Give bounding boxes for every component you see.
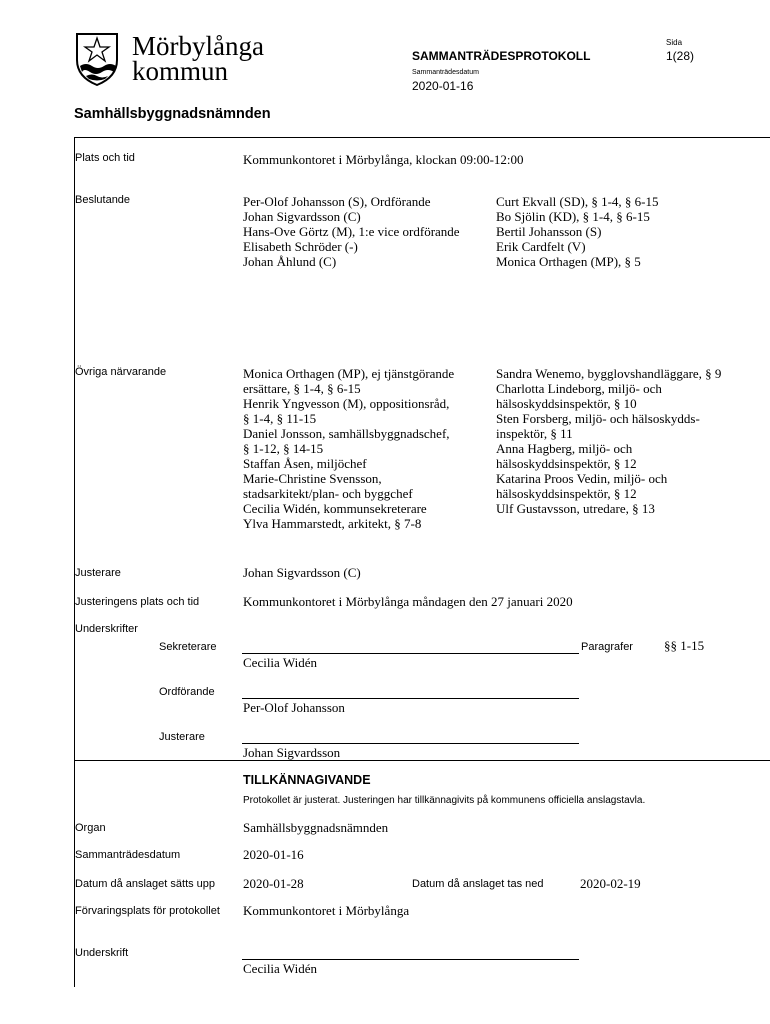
list-item: Katarina Proos Vedin, miljö- och <box>496 471 668 486</box>
page-number: 1(28) <box>666 49 695 63</box>
adjuster-signature-line <box>242 743 579 744</box>
secretary-label: Sekreterare <box>159 641 217 653</box>
meeting-date-label: Sammanträdesdatum <box>412 69 479 76</box>
place-time-label: Plats och tid <box>75 152 135 164</box>
list-item: Per-Olof Johansson (S), Ordförande <box>243 194 431 209</box>
list-item: Monica Orthagen (MP), § 5 <box>496 254 641 269</box>
others-present-right <box>496 366 721 516</box>
signature-label: Underskrift <box>75 947 129 959</box>
secretary-name: Cecilia Widén <box>243 655 317 670</box>
secretary-signature-line <box>242 653 579 654</box>
notice-title: TILLKÄNNAGIVANDE <box>243 773 371 787</box>
notice-signature-line <box>242 959 579 960</box>
posted-date-value: 2020-01-28 <box>243 876 304 891</box>
notice-text: Protokollet är justerat. Justeringen har tillkännagivits på kommunens officiella anslagstavla. <box>243 795 646 806</box>
list-item: stadsarkitekt/plan- och byggchef <box>243 486 413 501</box>
list-item: ersättare, § 1-4, § 6-15 <box>243 381 361 396</box>
list-item: Bo Sjölin (KD), § 1-4, § 6-15 <box>496 209 650 224</box>
list-item: Hans-Ove Görtz (M), 1:e vice ordförande <box>243 224 460 239</box>
list-item: Sten Forsberg, miljö- och hälsoskydds- <box>496 411 700 426</box>
list-item: Ylva Hammarstedt, arkitekt, § 7-8 <box>243 516 422 531</box>
list-item: hälsoskyddsinspektör, § 12 <box>496 486 637 501</box>
removed-date-label: Datum då anslaget tas ned <box>412 878 544 890</box>
list-item: Daniel Jonsson, samhällsbyggnadschef, <box>243 426 450 441</box>
meeting-date-row-label: Sammanträdesdatum <box>75 849 181 861</box>
posted-date-label: Datum då anslaget sätts upp <box>75 878 216 890</box>
section-divider <box>74 760 770 761</box>
signatures-label: Underskrifter <box>75 623 138 635</box>
decision-makers-left <box>243 194 460 269</box>
removed-date-value: 2020-02-19 <box>580 876 641 891</box>
list-item: inspektör, § 11 <box>496 426 573 441</box>
meeting-date-row-value: 2020-01-16 <box>243 847 304 862</box>
list-item: Ulf Gustavsson, utredare, § 13 <box>496 501 655 516</box>
document-type: SAMMANTRÄDESPROTOKOLL <box>412 49 591 63</box>
notice-signer-name: Cecilia Widén <box>243 961 317 976</box>
paragraphs-label: Paragrafer <box>581 641 633 653</box>
decision-makers-right <box>496 194 658 269</box>
list-item: § 1-12, § 14-15 <box>243 441 324 456</box>
storage-place-value: Kommunkontoret i Mörbylånga <box>243 903 410 918</box>
paragraphs-value: §§ 1-15 <box>664 638 705 653</box>
chairman-label: Ordförande <box>159 686 215 698</box>
municipality-logo <box>74 30 274 86</box>
list-item: Johan Sigvardsson (C) <box>243 209 361 224</box>
list-item: hälsoskyddsinspektör, § 10 <box>496 396 637 411</box>
adjuster-value: Johan Sigvardsson (C) <box>243 565 361 580</box>
adjuster-label: Justerare <box>75 567 121 579</box>
list-item: § 1-4, § 11-15 <box>243 411 317 426</box>
list-item: Sandra Wenemo, bygglovshandläggare, § 9 <box>496 366 722 381</box>
adjustment-place-value: Kommunkontoret i Mörbylånga måndagen den 27 januari 2020 <box>243 594 573 609</box>
chairman-signature-line <box>242 698 579 699</box>
list-item: Cecilia Widén, kommunsekreterare <box>243 501 427 516</box>
list-item: Erik Cardfelt (V) <box>496 239 586 254</box>
list-item: Henrik Yngvesson (M), oppositionsråd, <box>243 396 450 411</box>
others-present-label: Övriga närvarande <box>75 366 167 378</box>
list-item: Charlotta Lindeborg, miljö- och <box>496 381 662 396</box>
adjuster-name: Johan Sigvardsson <box>243 745 341 760</box>
list-item: Johan Åhlund (C) <box>243 254 337 269</box>
list-item: Curt Ekvall (SD), § 1-4, § 6-15 <box>496 194 659 209</box>
list-item: Anna Hagberg, miljö- och <box>496 441 633 456</box>
storage-place-label: Förvaringsplats för protokollet <box>75 905 220 917</box>
coat-of-arms-icon <box>74 30 120 86</box>
list-item: Monica Orthagen (MP), ej tjänstgörande <box>243 366 455 381</box>
logo-name: Mörbylånga <box>132 31 264 61</box>
chairman-name: Per-Olof Johansson <box>243 700 345 715</box>
organ-label: Organ <box>75 822 106 834</box>
decision-makers-label: Beslutande <box>75 194 131 206</box>
list-item: hälsoskyddsinspektör, § 12 <box>496 456 637 471</box>
list-item: Marie-Christine Svensson, <box>243 471 382 486</box>
list-item: Staffan Åsen, miljöchef <box>243 456 367 471</box>
others-present-left <box>243 366 454 531</box>
meeting-date: 2020-01-16 <box>412 79 474 93</box>
logo-subname: kommun <box>132 56 229 86</box>
frame-top-line <box>74 137 770 138</box>
list-item: Elisabeth Schröder (-) <box>243 239 358 254</box>
page-label: Sida <box>666 38 683 47</box>
adjuster-sign-label: Justerare <box>159 731 205 743</box>
committee-title: Samhällsbyggnadsnämnden <box>74 106 271 122</box>
adjustment-place-label: Justeringens plats och tid <box>75 596 200 608</box>
place-time-value: Kommunkontoret i Mörbylånga, klockan 09:00-12:00 <box>243 152 524 167</box>
list-item: Bertil Johansson (S) <box>496 224 602 239</box>
organ-value: Samhällsbyggnadsnämnden <box>243 820 389 835</box>
